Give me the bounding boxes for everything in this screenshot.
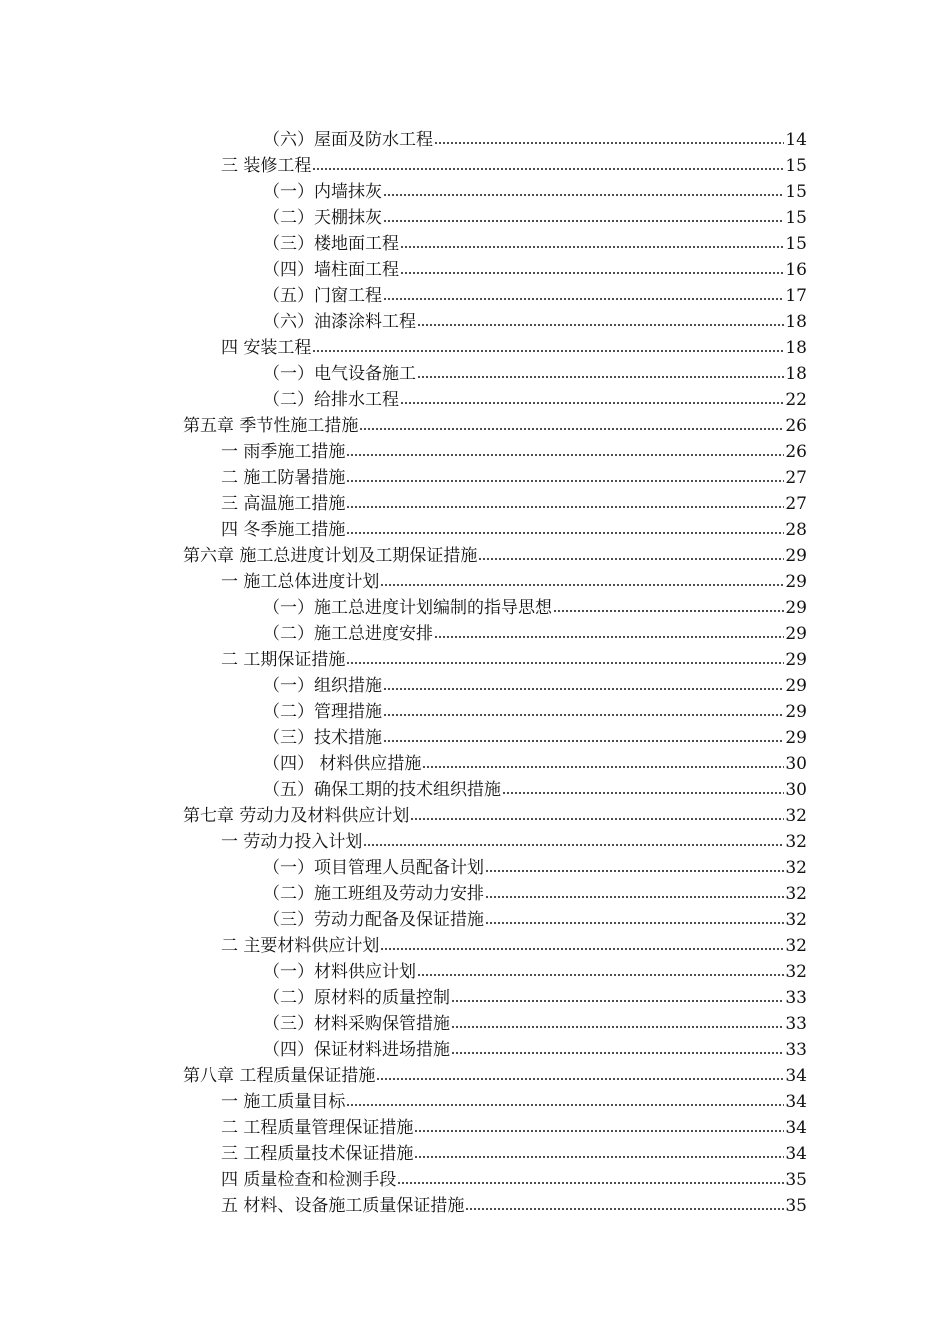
toc-entry-page-number: 29 xyxy=(785,572,807,592)
toc-entry-page-number: 15 xyxy=(785,182,807,202)
toc-entry-page-number: 32 xyxy=(785,806,807,826)
toc-entry-page-number: 35 xyxy=(785,1170,807,1190)
dot-leader xyxy=(417,973,784,977)
dot-leader xyxy=(422,765,784,769)
toc-entry[interactable] xyxy=(0,777,807,803)
toc-entry-page-number: 22 xyxy=(785,390,807,410)
toc-entry-page-number: 32 xyxy=(785,832,807,852)
dot-leader xyxy=(346,505,784,509)
dot-leader xyxy=(434,635,784,639)
dot-leader xyxy=(478,557,784,561)
toc-entry-page-number: 32 xyxy=(785,962,807,982)
toc-entry-title: （五）门窗工程 xyxy=(263,286,382,306)
toc-entry[interactable] xyxy=(0,1167,807,1193)
toc-entry[interactable] xyxy=(0,725,807,751)
toc-entry-page-number: 32 xyxy=(785,910,807,930)
toc-entry-title: 三 工程质量技术保证措施 xyxy=(221,1144,414,1164)
toc-entry[interactable] xyxy=(0,959,807,985)
toc-entry-title: （二）天棚抹灰 xyxy=(263,208,382,228)
toc-entry[interactable] xyxy=(0,1011,807,1037)
dot-leader xyxy=(346,661,784,665)
toc-entry[interactable] xyxy=(0,621,807,647)
toc-entry-page-number: 30 xyxy=(785,754,807,774)
toc-entry-page-number: 18 xyxy=(785,364,807,384)
toc-entry-title: （三）技术措施 xyxy=(263,728,382,748)
dot-leader xyxy=(383,219,784,223)
toc-entry-page-number: 17 xyxy=(785,286,807,306)
toc-entry-page-number: 29 xyxy=(785,546,807,566)
toc-entry-page-number: 34 xyxy=(785,1118,807,1138)
toc-entry[interactable] xyxy=(0,387,807,413)
toc-entry[interactable] xyxy=(0,283,807,309)
toc-entry[interactable] xyxy=(0,543,807,569)
dot-leader xyxy=(312,349,784,353)
toc-entry-page-number: 32 xyxy=(785,936,807,956)
dot-leader xyxy=(346,1103,784,1107)
toc-entry-title: （三）劳动力配备及保证措施 xyxy=(263,910,484,930)
toc-entry[interactable] xyxy=(0,517,807,543)
toc-entry[interactable] xyxy=(0,1037,807,1063)
dot-leader xyxy=(451,1025,784,1029)
toc-entry-page-number: 34 xyxy=(785,1144,807,1164)
toc-entry[interactable] xyxy=(0,413,807,439)
toc-entry-title: （一）项目管理人员配备计划 xyxy=(263,858,484,878)
toc-entry-page-number: 15 xyxy=(785,156,807,176)
toc-entry[interactable] xyxy=(0,491,807,517)
toc-entry-title: （一）电气设备施工 xyxy=(263,364,416,384)
toc-entry-title: 一 雨季施工措施 xyxy=(221,442,346,462)
toc-entry-page-number: 32 xyxy=(785,858,807,878)
toc-entry[interactable] xyxy=(0,1193,807,1219)
toc-entry[interactable] xyxy=(0,985,807,1011)
toc-entry-page-number: 30 xyxy=(785,780,807,800)
dot-leader xyxy=(346,453,784,457)
toc-entry-title: 三 高温施工措施 xyxy=(221,494,346,514)
dot-leader xyxy=(451,999,784,1003)
toc-entry-page-number: 29 xyxy=(785,650,807,670)
dot-leader xyxy=(312,167,784,171)
toc-entry-title: 二 主要材料供应计划 xyxy=(221,936,380,956)
toc-entry-page-number: 29 xyxy=(785,624,807,644)
toc-entry-title: （二）给排水工程 xyxy=(263,390,399,410)
toc-entry-page-number: 33 xyxy=(785,1014,807,1034)
toc-entry-title: （六）油漆涂料工程 xyxy=(263,312,416,332)
toc-entry[interactable] xyxy=(0,205,807,231)
toc-entry-page-number: 18 xyxy=(785,312,807,332)
dot-leader xyxy=(410,817,784,821)
toc-entry-page-number: 16 xyxy=(785,260,807,280)
toc-entry[interactable] xyxy=(0,309,807,335)
dot-leader xyxy=(485,869,784,873)
toc-entry-page-number: 29 xyxy=(785,702,807,722)
toc-entry-page-number: 33 xyxy=(785,1040,807,1060)
dot-leader xyxy=(380,947,784,951)
toc-entry-page-number: 29 xyxy=(785,598,807,618)
dot-leader xyxy=(383,713,784,717)
toc-entry-title: 第六章 施工总进度计划及工期保证措施 xyxy=(183,546,478,566)
toc-entry-page-number: 27 xyxy=(785,494,807,514)
toc-entry-title: 二 工程质量管理保证措施 xyxy=(221,1118,414,1138)
toc-entry-title: 第八章 工程质量保证措施 xyxy=(183,1066,376,1086)
toc-entry-page-number: 32 xyxy=(785,884,807,904)
toc-entry-title: （二）施工班组及劳动力安排 xyxy=(263,884,484,904)
toc-entry-page-number: 34 xyxy=(785,1092,807,1112)
toc-entry-title: 一 劳动力投入计划 xyxy=(221,832,363,852)
dot-leader xyxy=(380,583,784,587)
toc-entry[interactable] xyxy=(0,127,807,153)
toc-entry[interactable] xyxy=(0,257,807,283)
toc-entry[interactable] xyxy=(0,1141,807,1167)
toc-entry-page-number: 14 xyxy=(785,130,807,150)
toc-entry-title: 四 质量检查和检测手段 xyxy=(221,1170,397,1190)
toc-entry[interactable] xyxy=(0,647,807,673)
toc-entry[interactable] xyxy=(0,595,807,621)
toc-entry-title: （二）施工总进度安排 xyxy=(263,624,433,644)
toc-entry-title: 一 施工质量目标 xyxy=(221,1092,346,1112)
toc-entry[interactable] xyxy=(0,465,807,491)
toc-entry-page-number: 29 xyxy=(785,676,807,696)
toc-entry[interactable] xyxy=(0,933,807,959)
toc-entry-page-number: 33 xyxy=(785,988,807,1008)
dot-leader xyxy=(400,401,784,405)
toc-entry[interactable] xyxy=(0,439,807,465)
toc-entry[interactable] xyxy=(0,569,807,595)
toc-entry-page-number: 15 xyxy=(785,234,807,254)
toc-entry-title: （二）管理措施 xyxy=(263,702,382,722)
toc-entry[interactable] xyxy=(0,803,807,829)
toc-entry-page-number: 27 xyxy=(785,468,807,488)
toc-entry-title: 四 安装工程 xyxy=(221,338,312,358)
dot-leader xyxy=(502,791,784,795)
dot-leader xyxy=(346,479,784,483)
toc-entry[interactable] xyxy=(0,153,807,179)
dot-leader xyxy=(359,427,784,431)
toc-entry-title: （一）组织措施 xyxy=(263,676,382,696)
dot-leader xyxy=(414,1129,784,1133)
toc-entry-title: 二 工期保证措施 xyxy=(221,650,346,670)
toc-entry[interactable] xyxy=(0,881,807,907)
toc-entry-page-number: 26 xyxy=(785,442,807,462)
toc-entry-title: （四） 材料供应措施 xyxy=(263,754,422,774)
dot-leader xyxy=(417,323,784,327)
dot-leader xyxy=(363,843,784,847)
dot-leader xyxy=(400,245,784,249)
toc-entry[interactable] xyxy=(0,1115,807,1141)
dot-leader xyxy=(465,1207,784,1211)
toc-entry-title: 第七章 劳动力及材料供应计划 xyxy=(183,806,410,826)
toc-entry[interactable] xyxy=(0,231,807,257)
dot-leader xyxy=(383,297,784,301)
toc-entry[interactable] xyxy=(0,673,807,699)
toc-entry-title: （一）施工总进度计划编制的指导思想 xyxy=(263,598,552,618)
dot-leader xyxy=(400,271,784,275)
toc-entry-page-number: 18 xyxy=(785,338,807,358)
dot-leader xyxy=(383,687,784,691)
toc-entry[interactable] xyxy=(0,179,807,205)
toc-entry[interactable] xyxy=(0,829,807,855)
toc-entry[interactable] xyxy=(0,1089,807,1115)
table-of-contents xyxy=(0,127,950,1219)
dot-leader xyxy=(376,1077,784,1081)
toc-entry-page-number: 35 xyxy=(785,1196,807,1216)
toc-entry-title: （二）原材料的质量控制 xyxy=(263,988,450,1008)
dot-leader xyxy=(417,375,784,379)
toc-entry[interactable] xyxy=(0,361,807,387)
dot-leader xyxy=(346,531,784,535)
toc-entry-page-number: 28 xyxy=(785,520,807,540)
toc-entry[interactable] xyxy=(0,907,807,933)
toc-entry-title: 三 装修工程 xyxy=(221,156,312,176)
toc-entry[interactable] xyxy=(0,335,807,361)
toc-entry-title: 第五章 季节性施工措施 xyxy=(183,416,359,436)
dot-leader xyxy=(414,1155,784,1159)
toc-entry-page-number: 29 xyxy=(785,728,807,748)
toc-entry[interactable] xyxy=(0,855,807,881)
toc-entry[interactable] xyxy=(0,751,807,777)
toc-entry-title: （六）屋面及防水工程 xyxy=(263,130,433,150)
dot-leader xyxy=(485,895,784,899)
toc-entry[interactable] xyxy=(0,1063,807,1089)
toc-entry-title: 二 施工防暑措施 xyxy=(221,468,346,488)
toc-entry-title: （五）确保工期的技术组织措施 xyxy=(263,780,501,800)
toc-entry-page-number: 26 xyxy=(785,416,807,436)
toc-entry-title: 四 冬季施工措施 xyxy=(221,520,346,540)
toc-entry-page-number: 15 xyxy=(785,208,807,228)
toc-entry[interactable] xyxy=(0,699,807,725)
toc-entry-title: （四）保证材料进场措施 xyxy=(263,1040,450,1060)
toc-entry-title: （一）内墙抹灰 xyxy=(263,182,382,202)
dot-leader xyxy=(383,193,784,197)
toc-entry-title: 五 材料、设备施工质量保证措施 xyxy=(221,1196,465,1216)
toc-entry-title: （三）材料采购保管措施 xyxy=(263,1014,450,1034)
dot-leader xyxy=(383,739,784,743)
toc-entry-title: （一）材料供应计划 xyxy=(263,962,416,982)
toc-entry-title: （四）墙柱面工程 xyxy=(263,260,399,280)
toc-entry-title: 一 施工总体进度计划 xyxy=(221,572,380,592)
toc-entry-title: （三）楼地面工程 xyxy=(263,234,399,254)
dot-leader xyxy=(451,1051,784,1055)
dot-leader xyxy=(485,921,784,925)
dot-leader xyxy=(553,609,784,613)
toc-entry-page-number: 34 xyxy=(785,1066,807,1086)
dot-leader xyxy=(434,141,784,145)
dot-leader xyxy=(397,1181,784,1185)
